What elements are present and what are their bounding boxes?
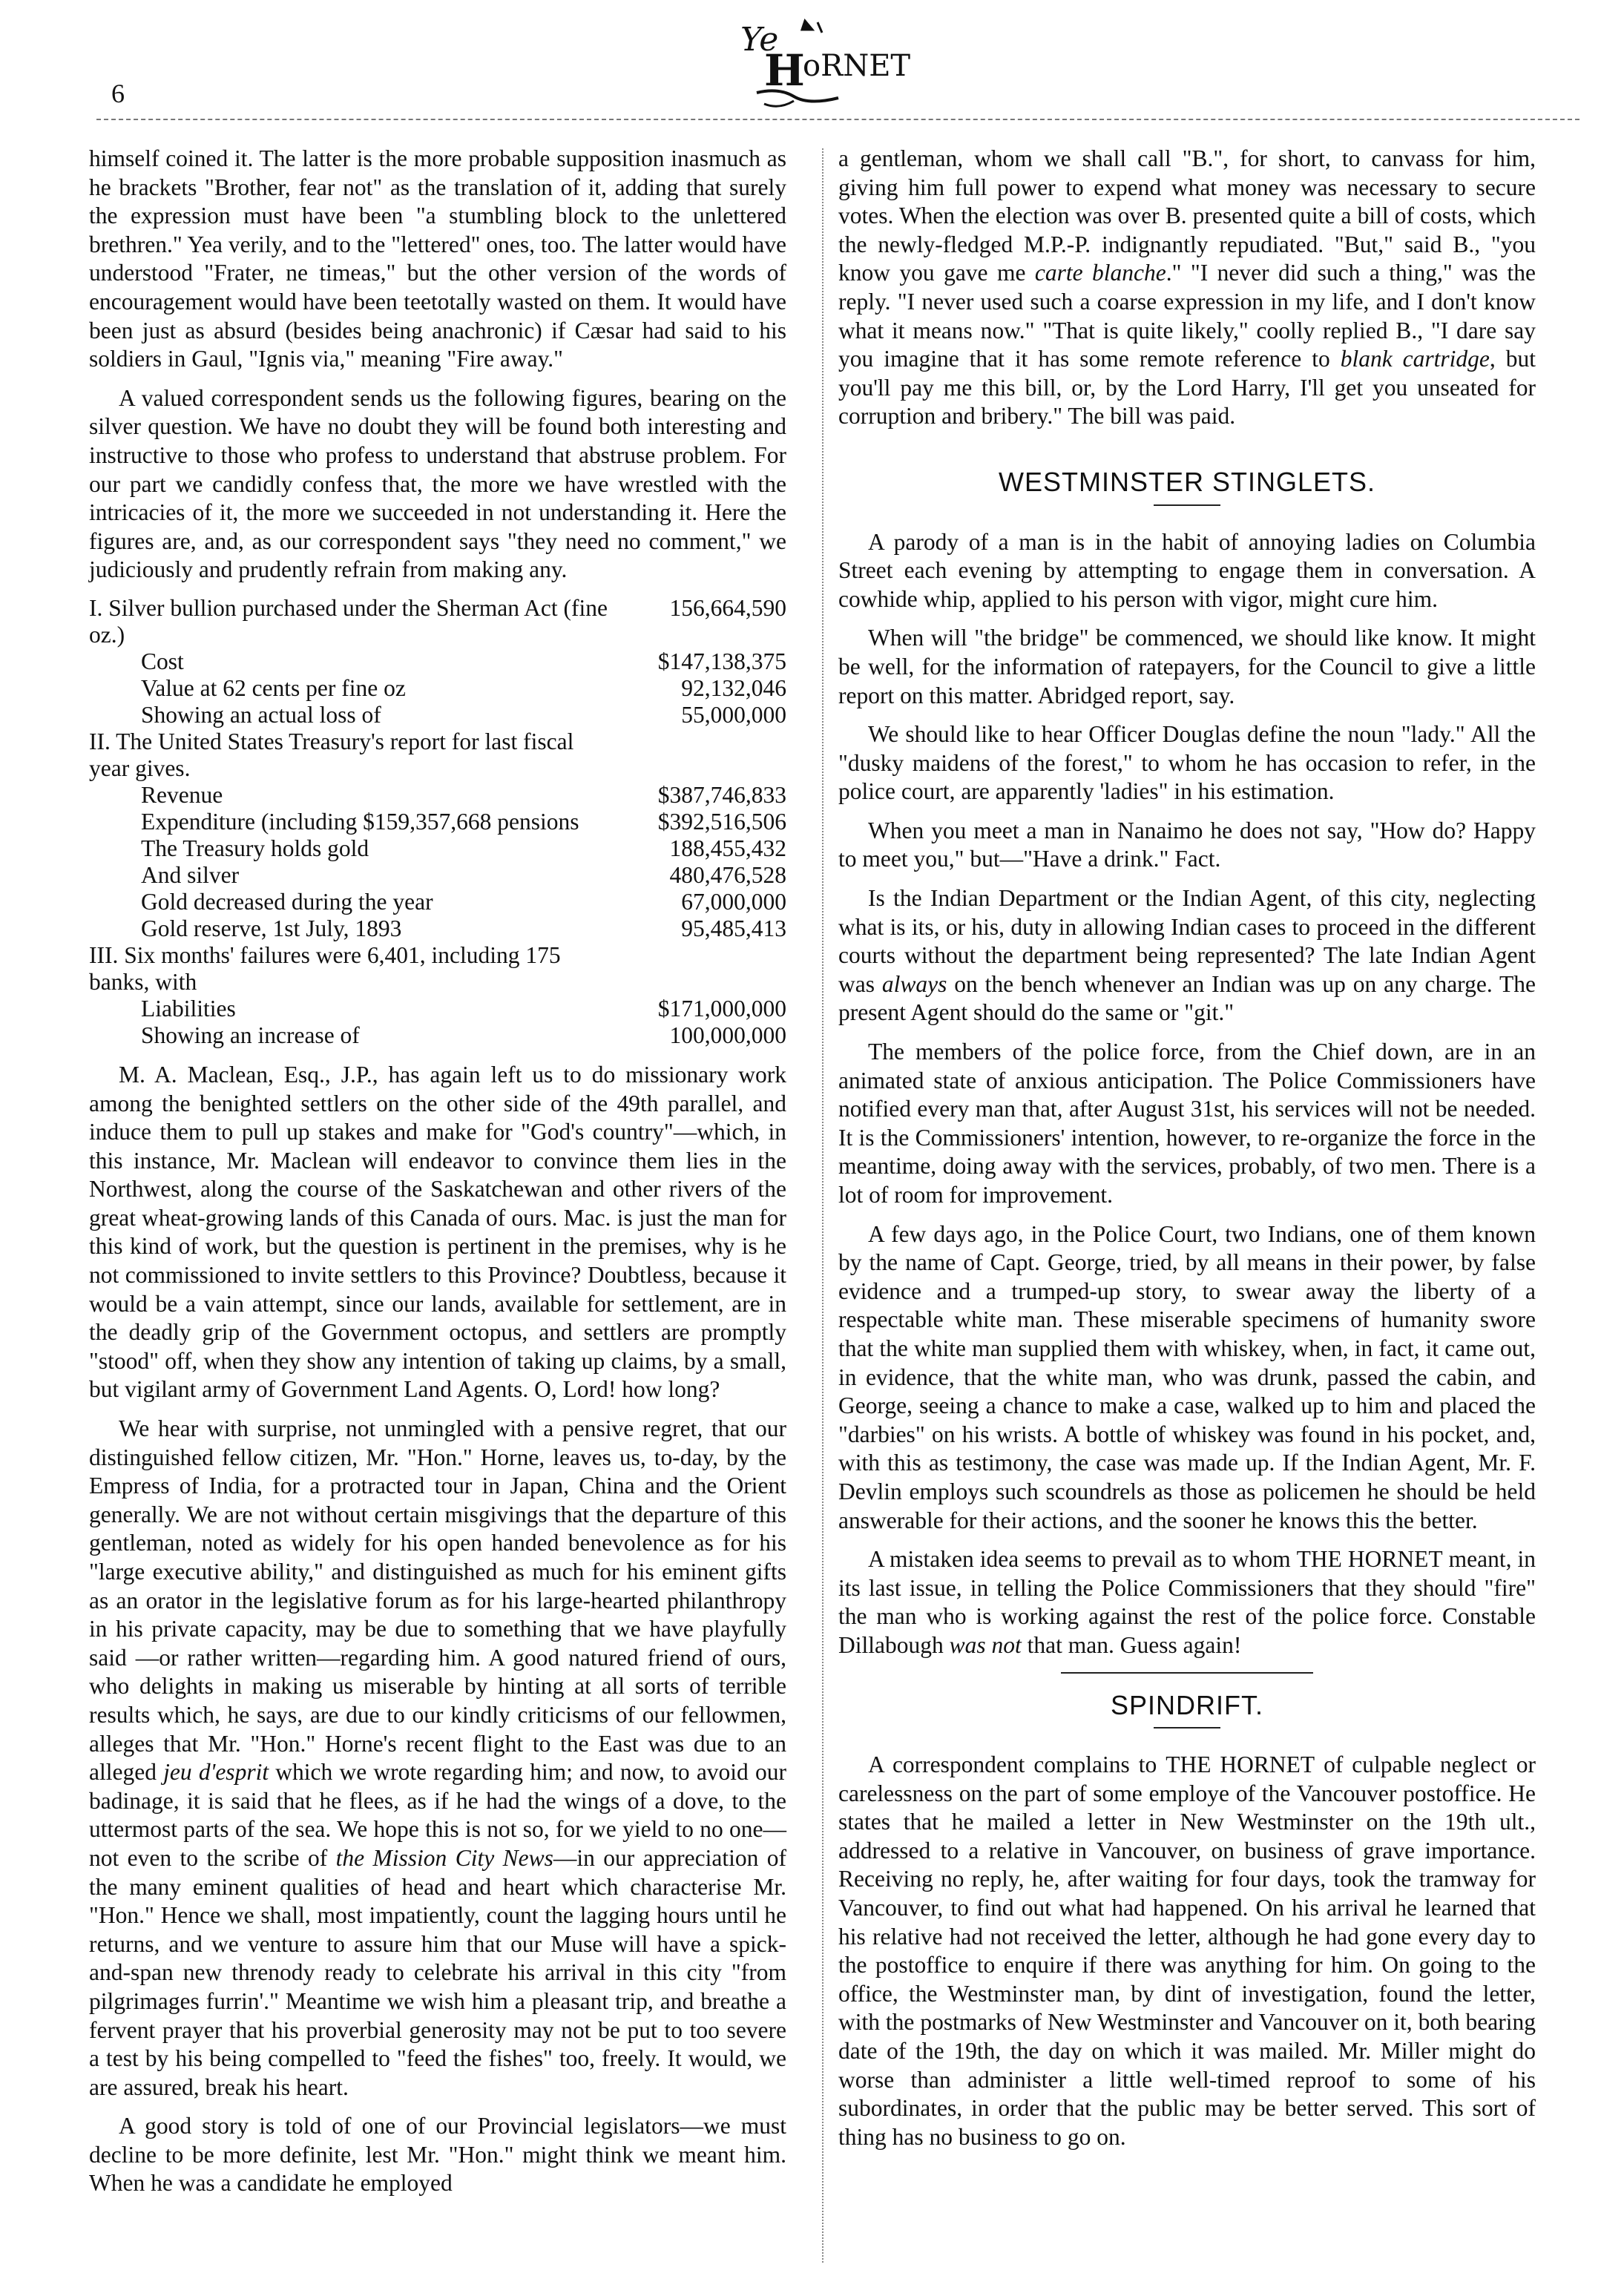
figure-value: 100,000,000 [669, 1022, 786, 1048]
figure-label: Revenue [141, 781, 223, 808]
paragraph: A good story is told of one of our Provincial legislators—we must decline to be more definite, lest Mr. "Hon." might think we meant him. When he was a candidate he employed [89, 2113, 786, 2197]
figure-value [616, 942, 786, 996]
figure-label: Showing an actual loss of [141, 701, 381, 728]
figure-row [89, 996, 786, 1022]
figure-row [89, 889, 786, 915]
figure-row [89, 595, 786, 648]
page-number: 6 [111, 79, 125, 108]
figure-value: 95,485,413 [681, 915, 786, 941]
figure-row [89, 702, 786, 728]
paragraph: M. A. Maclean, Esq., J.P., has again left us to do missionary work among the benighted settlers on the other side of the 49th parallel, and induce them to pull up stakes and make for "God's country"—which, in this instance, Mr. Maclean will endeavor to convince them lies in the Northwest, along the course of the Saskatchewan and other rivers of the great wheat-growing lands of this Canada of ours. Mac. is just the man for this kind of work, but the question is pertinent in the premises, why is he not commissioned to invite settlers to this Province? Doubtless, because it would be a vain attempt, since our lands, available for settlement, are in the deadly grip of the Government octopus, and settlers are promptly "stood" off, when they show any intention of taking up claims, by a small, but vigilant army of Government Land Agents. O, Lord! how long? [89, 1061, 786, 1403]
figure-label: Showing an increase of [141, 1022, 360, 1048]
paragraph: a gentleman, whom we shall call "B.", for short, to canvass for him, giving him full power to expend what money was necessary to secure votes. When the election was over B. presented quite a bill of costs, which the newly-fledged M.P.-P. indignantly repudiated. "But," said B., "you know you gave me carte blanche." "I never did such a thing," was the reply. "I never used such a coarse expression in my life, and I don't know what it means now." "That is quite likely," coolly replied B., "I dare say you imagine that it has some remote reference to blank cartridge, but you'll pay me this bill, or, by the Lord Harry, I'll get you unseated for corruption and bribery." The bill was paid. [838, 145, 1536, 430]
paragraph: When will "the bridge" be commenced, we should like know. It might be well, for the information of ratepayers, for the Council to give a little report on this matter. Abridged report, say. [838, 625, 1536, 708]
figure-label: And silver [141, 861, 240, 888]
header-rule [96, 119, 1579, 120]
figure-value: 480,476,528 [669, 861, 786, 888]
paragraph: himself coined it. The latter is the more probable supposition inasmuch as he brackets "Brother, fear not" as the translation of it, adding that surely the expression must have been "a stumbling block to the unlettered brethren." Yea verily, and to the "lettered" ones, too. The latter would have understood "Frater, ne timeas," but the other version of the words of encouragement would have been teetotally wasted on them. It would have been just as absurd (besides being anachronic) if Cæsar had said to his soldiers in Gaul, "Ignis via," meaning "Fire away." [89, 145, 786, 372]
figure-row [89, 675, 786, 702]
svg-text:oRNET: oRNET [803, 49, 911, 83]
figure-row [89, 942, 786, 996]
heading-rule [1154, 1727, 1220, 1728]
figure-row [89, 728, 786, 782]
section-heading-spindrift: SPINDRIFT. [1110, 1689, 1263, 1720]
figure-value [616, 728, 786, 782]
figure-label: Gold reserve, 1st July, 1893 [141, 915, 402, 941]
figure-value: $147,138,375 [657, 648, 786, 674]
figure-value: 188,455,432 [669, 835, 786, 861]
figure-label: The Treasury holds gold [141, 835, 369, 861]
figure-label: I. Silver bullion purchased under the Sherman Act (fine oz.) [89, 594, 608, 648]
paragraph: A parody of a man is in the habit of annoying ladies on Columbia Street each evening by attempting to engage them in conversation. A cowhide whip, applied to his person with vigor, might cure him. [838, 528, 1536, 612]
figure-label: Value at 62 cents per fine oz [141, 674, 406, 701]
masthead-logo [734, 15, 935, 119]
column-divider [822, 148, 823, 2263]
figure-value: 55,000,000 [681, 701, 786, 728]
paragraph: When you meet a man in Nanaimo he does not say, "How do? Happy to meet you," but—"Have a drink." Fact. [838, 817, 1536, 872]
figure-row [89, 782, 786, 809]
figure-row [89, 915, 786, 942]
paragraph: A correspondent complains to THE HORNET of culpable neglect or carelessness on the part of some employe of the Vancouver postoffice. He states that he mailed a letter in New Westminster on the 19th ult., addressed to a relative in Vancouver, on business of grave importance. Receiving no reply, he, after waiting for four days, took the tramway for Vancouver, to find out what had happened. On his arrival he learned that his relative had not received the letter, although he had gone every day to the postoffice to enquire if there was anything for him. On going to the office, the Westminster man, by dint of investigation, found the letter, with the postmarks of New Westminster and Vancouver on it, both bearing date of the 19th, the day on which it was mailed. Mr. Miller might do worse than administer a little well-timed reproof to some of his subordinates, in order that the public may be better served. This sort of thing has no business to go on. [838, 1751, 1536, 2150]
figure-label: Liabilities [141, 995, 236, 1022]
figure-label: II. The United States Treasury's report for last fiscal year gives. [89, 728, 574, 781]
figure-label: Cost [141, 648, 184, 674]
heading-rule [1154, 504, 1220, 506]
figure-row [89, 809, 786, 835]
silver-figures-table [89, 595, 786, 1049]
paragraph: A valued correspondent sends us the following figures, bearing on the silver question. We have no doubt they will be found both interesting and instructive to those who profess to understand that abstruse problem. For our part we candidly confess that, the more we have wrestled with the intricacies of it, the more we succeeded in not understanding it. Here the figures are, and, as our correspondent says "they need no comment," we judiciously and prudently refrain from making any. [89, 384, 786, 583]
svg-text:Ye: Ye [740, 21, 779, 59]
paragraph: The members of the police force, from the Chief down, are in an animated state of anxious anticipation. The Police Commissioners have notified every man that, after August 31st, his services will not be needed. It is the Commissioners' intention, however, to re-organize the force in the meantime, doing away with the services, probably, of two men. There is a lot of room for improvement. [838, 1039, 1536, 1208]
figure-value: 67,000,000 [681, 888, 786, 915]
figure-row [89, 835, 786, 862]
figure-value: $392,516,506 [657, 808, 786, 835]
figure-label: Expenditure (including $159,357,668 pensions [141, 808, 579, 835]
paragraph: A mistaken idea seems to prevail as to whom THE HORNET meant, in its last issue, in telling the Police Commissioners that they should "fire" the man who is working against the rest of the police force. Constable Dillabough was not that man. Guess again! [838, 1546, 1536, 1658]
svg-text:H: H [764, 45, 805, 96]
paragraph: Is the Indian Department or the Indian Agent, of this city, neglecting what is its, or his, duty in allowing Indian cases to proceed in the different courts without the department being represented? The late Indian Agent was always on the bench whenever an Indian was up on any charge. The present Agent should do the same or "git." [838, 885, 1536, 1026]
right-column [838, 145, 1536, 2162]
left-column [89, 145, 786, 2208]
paragraph: A few days ago, in the Police Court, two Indians, one of them known by the name of Capt. George, tried, by all means in their power, by false evidence and a trumped-up story, to swear away the liberty of a respectable white man. These miserable specimens of humanity swore that the white man supplied them with whiskey, when, in fact, it came out, in evidence, that the white man, who was drunk, passed the cabin, and George, seeing a chance to make a case, walked up to him and placed the "darbies" on his wrists. A bottle of whiskey was found in his pocket, and, with this as testimony, the case was made up. If the Indian Agent, Mr. F. Devlin employs such scoundrels as those as policemen he should be held answerable for their actions, and the sooner he knows this the better. [838, 1220, 1536, 1533]
figure-row [89, 862, 786, 889]
section-heading-stinglets: WESTMINSTER STINGLETS. [998, 466, 1376, 497]
paragraph: We hear with surprise, not unmingled with a pensive regret, that our distinguished fellow citizen, Mr. "Hon." Horne, leaves us, to-day, by the Empress of India, for a protracted tour in Japan, China and the Orient generally. We are not without certain misgivings that the departure of this gentleman, noted as widely for his open handed benevolence as for his "large executive ability," and distinguished as much for his eminent gifts as an orator in the legislative forum as for his large-hearted philanthropy in his private capacity, may be due to something that we have playfully said —or rather written—regarding him. A good natured friend of ours, who delights in making us miserable by hinting at all sorts of terrible results which, he says, are due to our kindly criticisms of our fellowmen, alleges that Mr. "Hon." Horne's recent flight to the East was due to an alleged jeu d'esprit which we wrote regarding him; and now, to avoid our badinage, it is said that he flees, as if he had the wings of a dove, to the uttermost parts of the sea. We hope this is not so, for we yield to no one—not even to the scribe of the Mission City News—in our appreciation of the many eminent qualities of head and heart which characterise Mr. "Hon." Hence we shall, most impatiently, count the lagging hours until he returns, and we venture to assure him that our Muse will have a spick-and-span new threnody ready to celebrate his arrival in this city "from pilgrimages furrin'." Meantime we wish him a pleasant trip, and breathe a fervent prayer that his proverbial generosity may not be put to too severe a test by his being compelled to "feed the fishes" too, freely. It would, we are assured, break his heart. [89, 1415, 787, 2100]
figure-value: $171,000,000 [657, 995, 786, 1022]
paragraph: We should like to hear Officer Douglas define the noun "lady." All the "dusky maidens of the forest," to whom he has occasion to refer, in the police court, are apparently 'ladies" in his estimation. [838, 721, 1536, 805]
figure-value: $387,746,833 [657, 781, 786, 808]
figure-label: III. Six months' failures were 6,401, including 175 banks, with [89, 941, 561, 995]
figure-row [89, 648, 786, 675]
figure-value: 92,132,046 [681, 674, 786, 701]
figure-value: 156,664,590 [669, 594, 786, 621]
figure-row [89, 1022, 786, 1049]
section-rule [1061, 1672, 1313, 1674]
figure-label: Gold decreased during the year [141, 888, 433, 915]
